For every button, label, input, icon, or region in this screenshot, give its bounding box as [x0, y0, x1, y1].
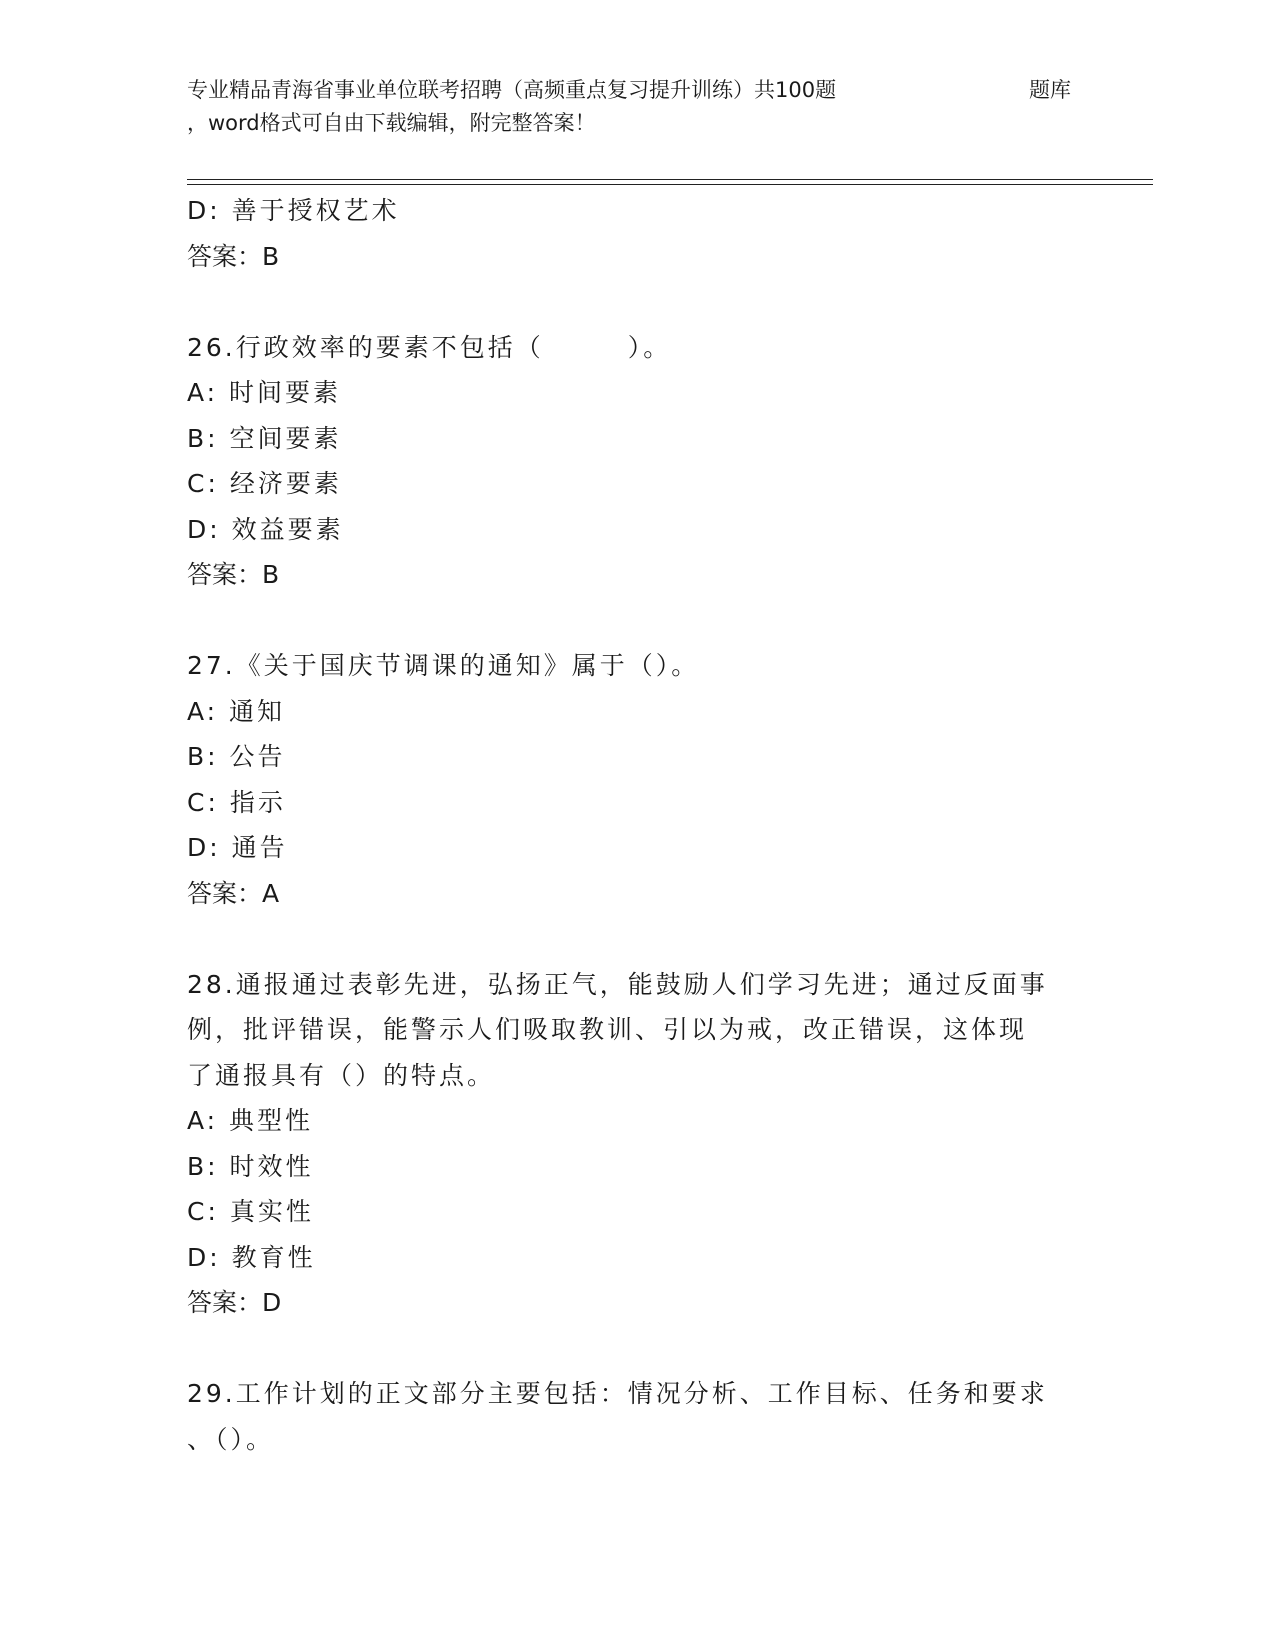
- header-divider-top: [187, 179, 1153, 180]
- option-b: B: 时效性: [187, 1151, 314, 1181]
- option-c: C: 经济要素: [187, 469, 342, 498]
- option-c: C: 指示: [187, 787, 286, 817]
- question-26: [187, 325, 1087, 598]
- option-b: B: 空间要素: [187, 423, 342, 453]
- answer: 答案：D: [187, 1288, 282, 1317]
- option-d: D: 效益要素: [187, 514, 344, 544]
- question-stem: 27.《关于国庆节调课的通知》属于（）。: [187, 651, 700, 680]
- question-stem-line-1: 28.通报通过表彰先进，弘扬正气，能鼓励人们学习先进；通过反面事: [187, 969, 1048, 999]
- prev-answer: 答案：B: [187, 241, 280, 271]
- header-title-suffix: 题库: [1029, 78, 1071, 102]
- question-stem: 26.行政效率的要素不包括（ ）。: [187, 332, 672, 362]
- option-d: D: 通告: [187, 833, 288, 862]
- question-list: [187, 188, 1087, 1462]
- header-title-line: [187, 74, 1087, 107]
- answer: 答案：B: [187, 560, 280, 589]
- question-stem-line-3: 了通报具有（）的特点。: [187, 1060, 496, 1090]
- page-header: [187, 74, 1087, 140]
- question-29: [187, 1371, 1087, 1462]
- spacer: [187, 598, 1087, 644]
- option-a: A: 典型性: [187, 1106, 314, 1135]
- spacer: [187, 1326, 1087, 1372]
- header-title: 专业精品青海省事业单位联考招聘（高频重点复习提升训练）共100题: [187, 78, 837, 102]
- question-stem-line-2: 例，批评错误，能警示人们吸取教训、引以为戒，改正错误，这体现: [187, 1015, 1028, 1044]
- prev-option-d: D: 善于授权艺术: [187, 196, 400, 225]
- option-b: B: 公告: [187, 742, 286, 771]
- option-a: A: 通知: [187, 696, 286, 726]
- header-divider-bottom: [187, 184, 1153, 185]
- question-28: [187, 962, 1087, 1326]
- option-c: C: 真实性: [187, 1197, 314, 1226]
- question-27: [187, 643, 1087, 916]
- answer: 答案：A: [187, 878, 280, 908]
- question-stem-line-2: 、（）。: [187, 1424, 275, 1454]
- option-a: A: 时间要素: [187, 378, 342, 407]
- header-subtitle: ，word格式可自由下载编辑，附完整答案！: [187, 111, 596, 135]
- option-d: D: 教育性: [187, 1242, 316, 1272]
- spacer: [187, 916, 1087, 962]
- spacer: [187, 279, 1087, 325]
- question-stem-line-1: 29.工作计划的正文部分主要包括：情况分析、工作目标、任务和要求: [187, 1379, 1048, 1408]
